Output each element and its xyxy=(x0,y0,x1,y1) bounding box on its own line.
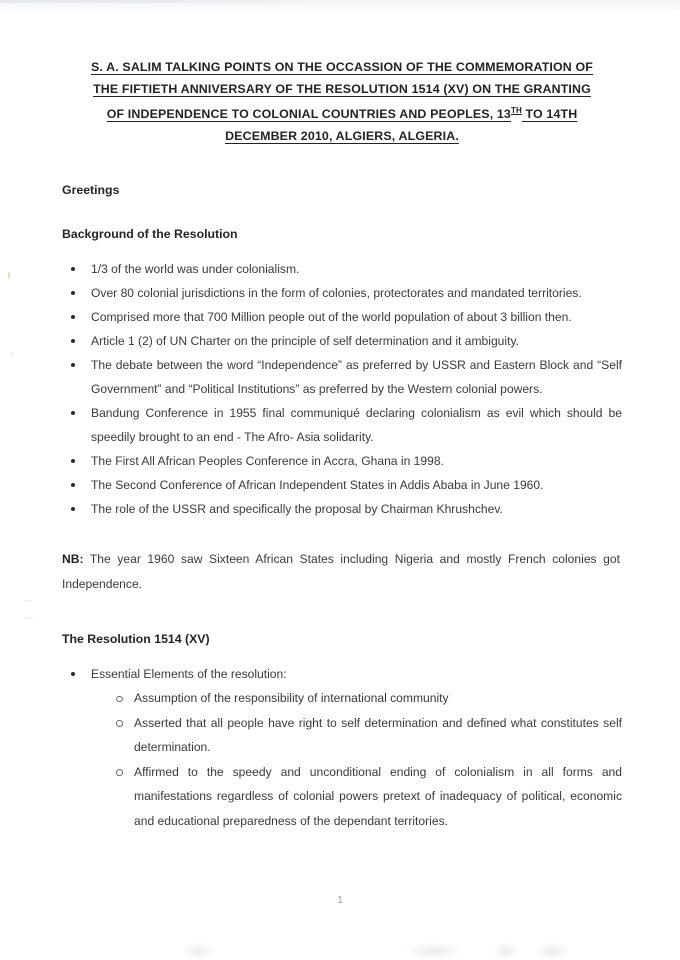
resolution-bullet-list xyxy=(62,662,622,686)
background-bullet-list xyxy=(62,257,622,521)
resolution-heading: The Resolution 1514 (XV) xyxy=(62,632,210,647)
scan-edge-artifact xyxy=(534,942,570,960)
list-item: Asserted that all people have right to self determination and defined what constitutes self determination. xyxy=(62,711,622,760)
nb-label: NB: xyxy=(62,552,84,567)
nb-note xyxy=(62,547,622,596)
resolution-sub-bullet-list xyxy=(62,686,622,833)
list-item: Article 1 (2) of UN Charter on the principle of self determination and it ambiguity. xyxy=(62,329,622,353)
scan-edge-artifact xyxy=(404,942,464,960)
nb-text: The year 1960 saw Sixteen African States including Nigeria and mostly French colonies got Independence. xyxy=(62,552,620,591)
title-ordinal-suffix: TH xyxy=(510,106,522,115)
greetings-heading: Greetings xyxy=(62,183,120,198)
list-item: The First All African Peoples Conference in Accra, Ghana in 1998. xyxy=(62,449,622,473)
title-line-4: DECEMBER 2010, ALGIERS, ALGERIA. xyxy=(225,128,459,143)
list-item: Over 80 colonial jurisdictions in the form of colonies, protectorates and mandated territories. xyxy=(62,281,622,305)
page-number: 1 xyxy=(337,895,343,906)
list-item: 1/3 of the world was under colonialism. xyxy=(62,257,622,281)
list-item: Bandung Conference in 1955 final communiqué declaring colonialism as evil which should be speedily brought to an end - The Afro- Asia solidarity. xyxy=(62,401,622,449)
title-line-3-tail: TO 14TH xyxy=(521,107,578,122)
title-line-1: S. A. SALIM TALKING POINTS ON THE OCCASSION OF THE COMMEMORATION OF xyxy=(91,60,593,74)
list-item: Comprised more that 700 Million people out of the world population of about 3 billion then. xyxy=(62,305,622,329)
list-item: The debate between the word “Independence” as preferred by USSR and Eastern Block and “Self Government” and “Political Institutions” as preferred by the Western colonial powers. xyxy=(62,353,622,401)
list-item: The role of the USSR and specifically the proposal by Chairman Khrushchev. xyxy=(62,497,622,521)
list-item: Essential Elements of the resolution: xyxy=(62,662,622,686)
background-heading: Background of the Resolution xyxy=(62,227,238,242)
title-line-3-text: OF INDEPENDENCE TO COLONIAL COUNTRIES AND PEOPLES, 13 xyxy=(106,107,511,122)
scan-edge-artifact xyxy=(492,942,520,960)
title-line-3 xyxy=(62,100,622,126)
list-item: Assumption of the responsibility of international community xyxy=(62,686,622,711)
list-item: Affirmed to the speedy and unconditional ending of colonialism in all forms and manifestations regardless of colonial powers pretext of inadequacy of political, economic and educational preparedness of the dependant territories. xyxy=(62,760,622,834)
list-item: The Second Conference of African Independent States in Addis Ababa in June 1960. xyxy=(62,473,622,497)
title-line-2: THE FIFTIETH ANNIVERSARY OF THE RESOLUTION 1514 (XV) ON THE GRANTING xyxy=(93,81,591,96)
page-title xyxy=(62,57,622,147)
scan-edge-artifact xyxy=(182,942,216,960)
